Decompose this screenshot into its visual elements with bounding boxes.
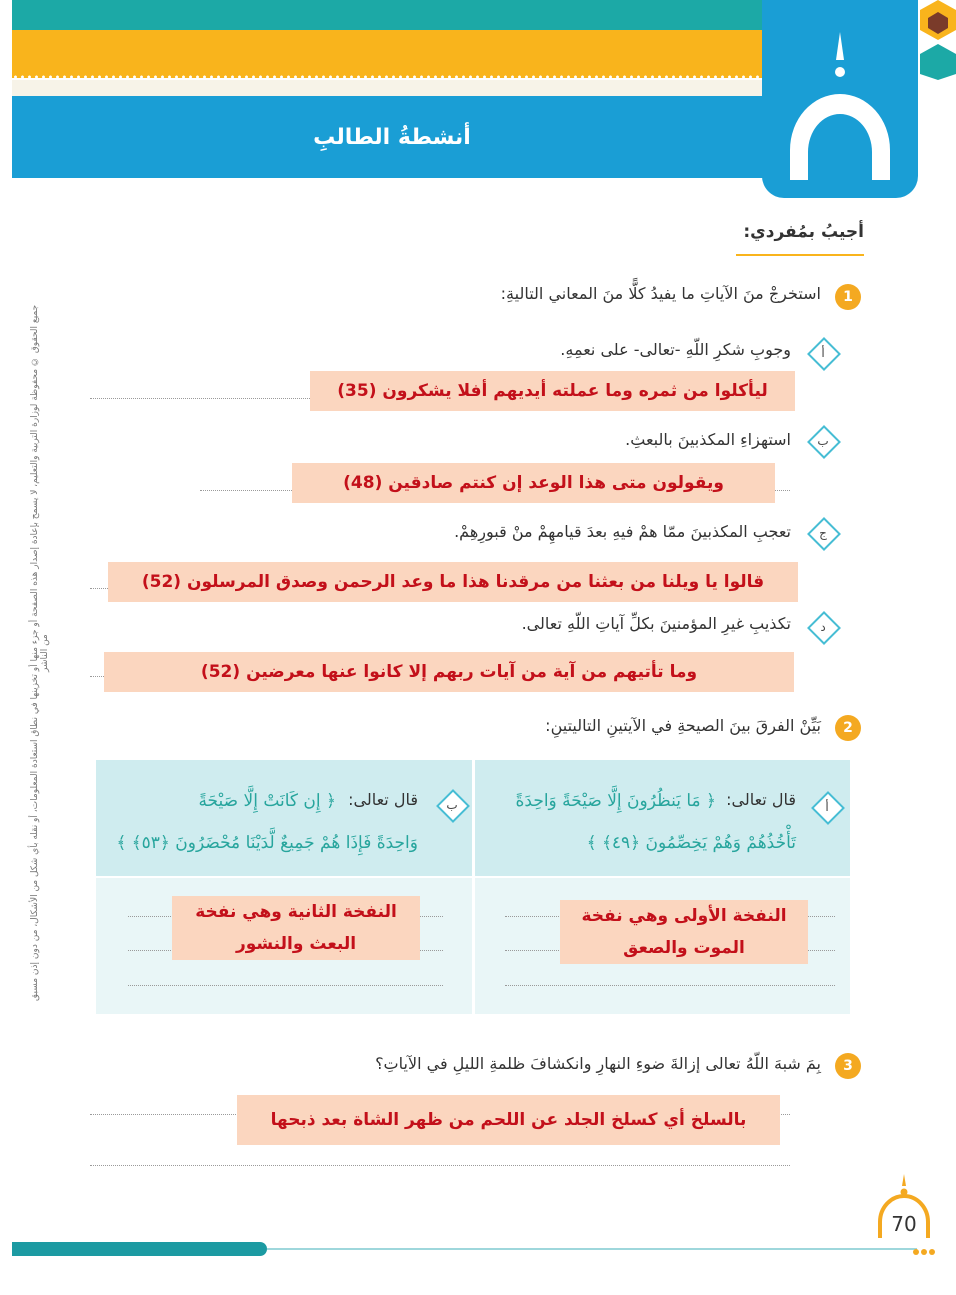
q1-item-c-text: تعجبِ المكذبينَ ممّا همْ فيهِ بعدَ قيامهِمْ منْ قبورِهِمْ.: [454, 522, 791, 541]
q1-item-d-badge: د: [808, 612, 838, 642]
q2-col-a-line3: [505, 985, 835, 986]
copyright-side-note: جميع الحقوق © محفوظة لوزارة التربية والتعليم، لا يسمح بإعادة إصدار هذه الصفحة أو جزء منها أو تخزينها في نطاق استعادة المعلومات، أو نقله بأي شكل من الأشكال، من دون إذن مسبق من الناشر: [30, 304, 50, 1002]
q2-col-a-label: قال تعالى:: [726, 790, 796, 809]
q3-number-badge: 3: [835, 1053, 861, 1079]
section-heading-underline: [736, 254, 864, 256]
q2-col-b-badge: ب: [437, 790, 467, 820]
q1-prompt: استخرجْ منَ الآياتِ ما يفيدُ كلًّا منَ المعاني التاليةِ:: [500, 284, 821, 303]
q3-answer-line2: [90, 1165, 790, 1166]
q2-col-a-badge: أ: [812, 792, 842, 822]
q1-item-a-badge: أ: [808, 338, 838, 368]
q1-number-badge: 1: [835, 284, 861, 310]
q3-answer[interactable]: بالسلخ أي كسلخ الجلد عن اللحم من ظهر الشاة بعد ذبحها: [237, 1095, 780, 1145]
q1-item-c-answer[interactable]: قالوا يا ويلنا من بعثنا من مرقدنا هذا ما وعد الرحمن وصدق المرسلون (52): [108, 562, 798, 602]
q1-item-d-answer[interactable]: وما تأتيهم من آية من آيات ربهم إلا كانوا عنها معرضين (52): [104, 652, 794, 692]
q2-col-b-line3: [128, 985, 443, 986]
q2-table-row-divider: [96, 876, 850, 878]
q1-item-c-badge: ج: [808, 518, 838, 548]
section-heading: أجيبُ بمُفردي:: [743, 222, 864, 242]
q2-number-badge: 2: [835, 715, 861, 741]
q1-item-a-answer[interactable]: ليأكلوا من ثمره وما عملته أيديهم أفلا يشكرون (35): [310, 371, 795, 411]
lamp-arch-icon: [762, 0, 918, 198]
q2-col-b-answer[interactable]: النفخة الثانية وهي نفخة البعث والنشور: [172, 896, 420, 960]
q1-item-a-text: وجوبِ شكرِ اللّهِ -تعالى- على نعمِهِ.: [560, 340, 791, 359]
q1-item-b-answer[interactable]: ويقولون متى هذا الوعد إن كنتم صادقين (48): [292, 463, 775, 503]
corner-ornament-icon: [920, 0, 956, 80]
q1-item-b-text: استهزاءِ المكذبينَ بالبعثِ.: [625, 430, 791, 449]
q2-col-a-verse-line1: ﴿ مَا يَنظُرُونَ إِلَّا صَيْحَةً وَاحِدَةً: [515, 791, 716, 811]
q2-col-b-verse-line1: ﴿ إِن كَانَتْ إِلَّا صَيْحَةً: [198, 791, 336, 811]
q2-col-a-verse-line2: تَأْخُذُهُمْ وَهُمْ يَخِصِّمُونَ ﴿٤٩﴾ ﴾: [586, 833, 796, 853]
q2-col-a-answer[interactable]: النفخة الأولى وهي نفخة الموت والصعق: [560, 900, 808, 964]
q1-item-d-text: تكذيبِ غيرِ المؤمنينَ بكلِّ آياتِ اللّهِ تعالى.: [521, 614, 791, 633]
page-number: 70: [891, 1212, 917, 1236]
header-icon-box: [762, 0, 918, 198]
q2-col-b-label: قال تعالى:: [348, 790, 418, 809]
q3-prompt: بِمَ شبهَ اللّهُ تعالى إزالةَ ضوءِ النهارِ وانكشافَ ظلمةِ الليلِ في الآياتِ؟: [375, 1054, 821, 1073]
page-title: أنشطةُ الطالبِ: [313, 124, 471, 150]
q1-item-b-badge: ب: [808, 426, 838, 456]
q2-prompt: بَيِّنْ الفرقَ بينَ الصيحةِ في الآيتينِ التاليتينِ:: [545, 716, 821, 735]
header-yellow-band: [12, 30, 772, 78]
q2-col-b-verse-line2: وَاحِدَةً فَإِذَا هُمْ جَمِيعٌ لَّدَيْنَا مُحْضَرُونَ ﴿٥٣﴾ ﴾: [116, 833, 418, 853]
footer-line: [267, 1248, 917, 1250]
footer-bar: [12, 1242, 267, 1256]
q2-table-divider: [472, 760, 475, 1014]
